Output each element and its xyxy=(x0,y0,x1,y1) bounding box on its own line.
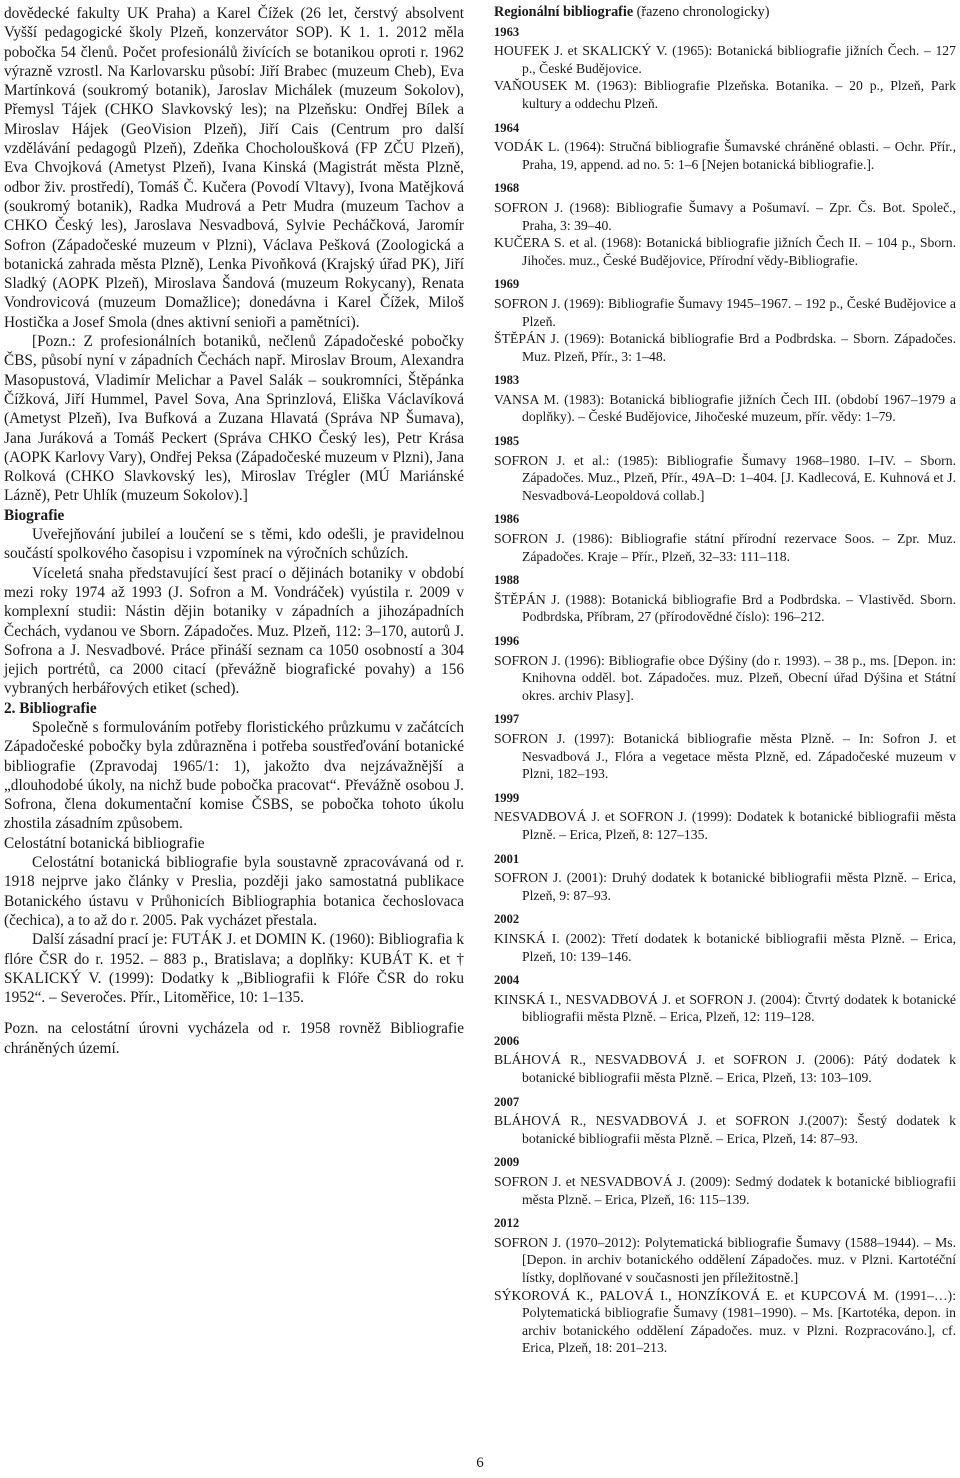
bibliography-year: 1963 xyxy=(494,24,520,39)
bibliography-entry: SOFRON J. (1986): Bibliografie státní přírodní rezervace Soos. – Zpr. Muz. Západočes. Kraje – Přír., Plzeň, 32–33: 111–118. xyxy=(494,531,956,564)
heading-celostatni-bibliografie: Celostátní botanická bibliografie xyxy=(4,834,205,852)
bibliography-entry: BLÁHOVÁ R., NESVADBOVÁ J. et SOFRON J. (2006): Pátý dodatek k botanické bibliografii města Plzně. – Erica, Plzeň, 13: 103–109. xyxy=(494,1052,956,1086)
bibliography-year: 1985 xyxy=(494,434,520,449)
bibliography-entry: VANSA M. (1983): Botanická bibliografie jižních Čech III. (období 1967–1979 a doplňky). – České Budějovice, Jihočeské muzeum, přír. vědy: 1–79. xyxy=(494,391,956,425)
bibliography-entry: SOFRON J. (2001): Druhý dodatek k botanické bibliografii města Plzně. – Erica, Plzeň, 9: 87–93. xyxy=(494,870,956,903)
bibliography-entry: SOFRON J. et al.: (1985): Bibliografie Šumavy 1968–1980. I–IV. – Sborn. Západočes. Muz., Plzeň, Přír., 49A–D: 1–404. [J. Kadlecová, E. Kuhnová et J. Nesvadbová-Leopoldová collab.] xyxy=(494,452,956,503)
bibliography-entry: SOFRON J. et NESVADBOVÁ J. (2009): Sedmý dodatek k botanické bibliografii města Plzně. – Erica, Plzeň, 16: 115–139. xyxy=(494,1174,956,1207)
paragraph-protected-areas-note: Pozn. na celostátní úrovni vycházela od r. 1958 rovněž Bibliografie chráněných území. xyxy=(4,1020,464,1057)
paragraph-note-professionals: [Pozn.: Z profesionálních botaniků, nečlenů Západočeské pobočky ČBS, působí nyní v západních Čechách např. Miroslav Broum, Alexandra Masopustová, Vladimír Melichar a Pavel Salák – soukromníci, Štěpánka Čížková, Jiří Hummel, Pavel Sova, Ana Sprinzlová, Eliška Václavíková (Ametyst Plzeň), Iva Bufková a Zuzana Hlavatá (Správa NP Šumava), Jana Juráková a Tomáš Peckert (Správa CHKO Český les), Petr Krása (AOPK Karlovy Vary), Ondřej Peksa (Západočeské muzeum v Plzni), Jana Rolková (CHKO Slavkovský les), Miroslav Trégler (MÚ Mariánské Lázně), Petr Uhlík (muzeum Sokolov).] xyxy=(4,333,464,505)
bibliography-year: 1997 xyxy=(494,712,520,727)
heading-regional-bibliography xyxy=(494,4,956,22)
bibliography-year: 2006 xyxy=(494,1033,520,1048)
bibliography-year: 1969 xyxy=(494,277,520,292)
bibliography-entry: SOFRON J. (1997): Botanická bibliografie města Plzně. – In: Sofron J. et Nesvadbová J., Flóra a vegetace města Plzně, ed. Západočeské muzeum v Plzni, 182–193. xyxy=(494,730,956,782)
right-column xyxy=(494,4,956,1357)
bibliography-entry: SOFRON J. (1969): Bibliografie Šumavy 1945–1967. – 192 p., České Budějovice a Plzeň. xyxy=(494,295,956,329)
bibliography-entry: HOUFEK J. et SKALICKÝ V. (1965): Botanická bibliografie jižních Čech. – 127 p., České Budějovice. xyxy=(494,43,956,76)
bibliography-year: 1964 xyxy=(494,120,520,135)
bibliography-entry: VAŇOUSEK M. (1963): Bibliografie Plzeňska. Botanika. – 20 p., Plzeň, Park kultury a oddechu Plzeň. xyxy=(494,78,956,111)
bibliography-entry: NESVADBOVÁ J. et SOFRON J. (1999): Dodatek k botanické bibliografii města Plzně. – Erica, Plzeň, 8: 127–135. xyxy=(494,809,956,842)
bibliography-year: 1996 xyxy=(494,634,520,648)
paragraph-biography-study: Víceletá snaha představující šest prací o dějinách botaniky v období mezi roky 1974 až 1993 (J. Sofron a M. Vondráček) vyústila r. 2009 v komplexní studii: Nástin dějin botaniky v západních a jihozápadních Čechách, vydanou ve Sborn. Západočes. Muz. Plzeň, 112: 3–170, autorů J. Sofrona a J. Nesvadbové. Práce přináší seznam ca 1050 osobností a 304 jejich portrétů, ca 2000 citací (převážně biografické povahy) a 156 vybraných herbářových etiket (sched). xyxy=(4,564,464,698)
bibliography-year: 1988 xyxy=(494,573,520,588)
bibliography-year: 2012 xyxy=(494,1216,520,1231)
bibliography-year: 2007 xyxy=(494,1094,520,1109)
bibliography-entry: KINSKÁ I., NESVADBOVÁ J. et SOFRON J. (2004): Čtvrtý dodatek k botanické bibliografii města Plzně. – Erica, Plzeň, 12: 119–128. xyxy=(494,991,956,1025)
bibliography-year: 1986 xyxy=(494,512,520,527)
paragraph-members: dovědecké fakulty UK Praha) a Karel Čížek (26 let, čerstvý absolvent Vyšší pedagogické školy Plzeň, konzervátor SOP). K 1. 1. 2012 měla pobočka 54 členů. Počet profesionálů živících se botanikou oproti r. 1962 výrazně vzrostl. Na Karlovarsku působí: Jiří Brabec (muzeum Cheb), Eva Martínková (soukromý botanik), Jaroslav Michálek (muzeum Sokolov), Přemysl Tájek (CHKO Slavkovský les); na Plzeňsku: Ondřej Bílek a Miroslav Hájek (GeoVision Plzeň), Jiří Cais (Centrum pro další vzdělávání pedagogů Plzeň), Zdeňka Chocholoušková (FP ZČU Plzeň), Eva Chvojková (Ametyst Plzeň), Ivana Kinská (Magistrát města Plzně, odbor živ. prostředí), Tomáš Č. Kučera (Povodí Vltavy), Ivona Matějková (soukromý botanik), Radka Mudrová a Petr Mudra (muzeum Tachov a CHKO Český les), Jaroslava Nesvadbová, Sylvie Pecháčková, Jaromír Sofron (Západočeské muzeum v Plzni), Václava Pešková (Zoologická a botanická zahrada města Plzně), Lenka Pivoňková (Krajský úřad PK), Jiří Sladký (AOPK Plzeň), Miroslava Šandová (muzeum Rokycany), Renata Vondrovicová (muzeum Domažlice); donedávna i Karel Čížek, Miloš Hostička a Josef Smola (dnes aktivní senioři a pamětníci). xyxy=(4,5,464,331)
left-column xyxy=(4,4,464,1058)
bibliography-entry: SÝKOROVÁ K., PALOVÁ I., HONZÍKOVÁ E. et KUPCOVÁ M. (1991–…): Polytematická bibliografie Šumavy (1981–1990). – Ms. [Kartotéka, depon. in archiv botanického oddělení Západočes. muz. v Plzni. Rozpracováno.], cf. Erica, Plzeň, 18: 201–213. xyxy=(494,1287,956,1356)
bibliography-year: 2002 xyxy=(494,912,520,927)
bibliography-entry: VODÁK L. (1964): Stručná bibliografie Šumavské chráněné oblasti. – Ochr. Přír., Praha, 19, append. ad no. 5: 1–6 [Nejen botanická bibliografie.]. xyxy=(494,139,956,172)
paragraph-national-bibliography: Celostátní botanická bibliografie byla soustavně zpracovávaná od r. 1918 nejprve jako články v Preslia, později jako samostatná publikace Botanického ústavu v Průhonicích Bibliographia botanica čechoslovaca (čechica), a to až do r. 2005. Pak vycházet přestala. xyxy=(4,854,464,929)
bibliography-entry: KUČERA S. et al. (1968): Botanická bibliografie jižních Čech II. – 104 p., Sborn. Jihočes. muz., České Budějovice, Přírodní vědy-Bibliografie. xyxy=(494,235,956,268)
bibliography-year: 2001 xyxy=(494,851,520,866)
heading-bibliografie: 2. Bibliografie xyxy=(4,699,97,717)
bibliography-entry: KINSKÁ I. (2002): Třetí dodatek k botanické bibliografii města Plzně. – Erica, Plzeň, 10: 139–146. xyxy=(494,930,956,964)
page-number: 6 xyxy=(476,1455,484,1471)
heading-regional-rest: (řazeno chronologicky) xyxy=(633,4,770,20)
bibliography-year: 1999 xyxy=(494,790,520,805)
bibliography-year: 1983 xyxy=(494,373,520,388)
heading-biografie: Biografie xyxy=(4,506,65,524)
paragraph-biography-intro: Uveřejňování jubileí a loučení se s těmi, kdo odešli, je pravidelnou součástí spolkového časopisu i vzpomínek na výročních schůzích. xyxy=(4,526,464,563)
bibliography-entry: SOFRON J. (1968): Bibliografie Šumavy a Pošumaví. – Zpr. Čs. Bot. Společ., Praha, 3: 39–40. xyxy=(494,199,956,233)
bibliography-entry: SOFRON J. (1996): Bibliografie obce Dýšiny (do r. 1993). – 38 p., ms. [Depon. in: Knihovna odděl. bot. Západočes. muz. Plzeň, Obecní úřad Dýšina et Státní okres. archiv Plasy]. xyxy=(494,652,956,703)
bibliography-year: 2004 xyxy=(494,973,520,988)
bibliography-entry: SOFRON J. (1970–2012): Polytematická bibliografie Šumavy (1588–1944). – Ms. [Depon. in archiv botanického oddělení Západočes. muz. v Plzni. Kartotéční lístky, doplňované v současnosti jen příležitostně.] xyxy=(494,1234,956,1285)
bibliography-entry: BLÁHOVÁ R., NESVADBOVÁ J. et SOFRON J.(2007): Šestý dodatek k botanické bibliografii města Plzně. – Erica, Plzeň, 14: 87–93. xyxy=(494,1113,956,1146)
paragraph-bibliography-intro: Společně s formulováním potřeby floristického průzkumu v začátcích Západočeské pobočky byla zdůrazněna i potřeba soustřeďování botanické bibliografie (Zpravodaj 1965/1: 1), jakožto dva nejzávažnější a „dlouhodobé úkoly, na nichž bude pobočka pracovat“. Převážně osobou J. Sofrona, člena dokumentační komise ČSBS, se pobočka tohoto úkolu zhostila zásadním způsobem. xyxy=(4,718,464,833)
bibliography-entry: ŠTĚPÁN J. (1988): Botanická bibliografie Brd a Podbrdska. – Vlastivěd. Sborn. Podbrdska, Příbram, 27 (přírodovědné číslo): 196–212. xyxy=(494,591,956,625)
paragraph-futak-domin: Další zásadní prací je: FUTÁK J. et DOMIN K. (1960): Bibliografia k flóre ČSR do r. 1952. – 883 p., Bratislava; a doplňky: KUBÁT K. et † SKALICKÝ V. (1999): Dodatky k „Bibliografii k Flóře ČSR do roku 1952“. – Severočes. Přír., Litoměřice, 10: 1–135. xyxy=(4,931,464,1007)
heading-regional-bold: Regionální bibliografie xyxy=(494,4,634,20)
bibliography-list xyxy=(494,24,956,1357)
bibliography-year: 2009 xyxy=(494,1155,520,1170)
bibliography-entry: ŠTĚPÁN J. (1969): Botanická bibliografie Brd a Podbrdska. – Sborn. Západočes. Muz. Plzeň, Přír., 3: 1–48. xyxy=(494,331,956,364)
bibliography-year: 1968 xyxy=(494,181,520,196)
